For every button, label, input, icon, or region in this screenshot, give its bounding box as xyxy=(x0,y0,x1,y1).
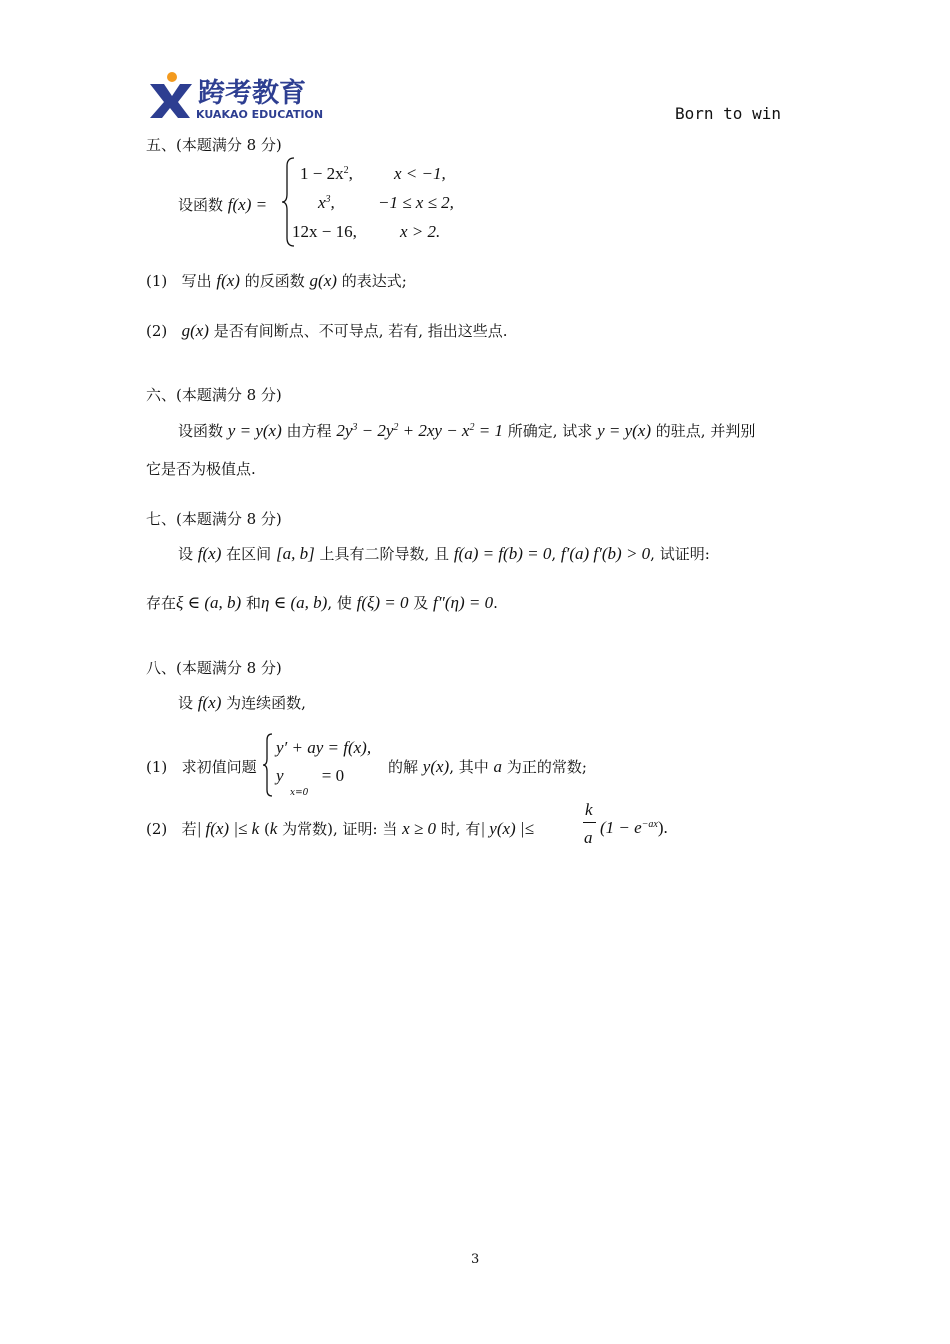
q7-text-g: , 使 xyxy=(327,594,352,612)
q8-frac-bar xyxy=(583,822,596,823)
q5-part2-g: g(x) xyxy=(181,321,209,340)
q7-text-b: 在区间 xyxy=(226,545,272,563)
q8-part1-label xyxy=(146,756,257,777)
logo-mark-icon xyxy=(146,68,330,122)
q6-line2: 它是否为极值点. xyxy=(146,460,256,478)
q7-line2 xyxy=(146,592,498,613)
q6-text-b: 由方程 xyxy=(286,422,332,440)
q8-part2-text-b: ( xyxy=(263,820,270,838)
q8-part2 xyxy=(146,818,534,839)
q6-eq-exp1: 3 xyxy=(352,422,358,433)
q8-exp: −ax xyxy=(641,819,658,830)
q6-eq-exp3: 2 xyxy=(469,422,475,433)
q6-eq-term3: + 2xy − x xyxy=(398,421,470,440)
q8-brace-icon xyxy=(262,732,274,798)
q5-part1 xyxy=(146,270,407,291)
q8-frac-num: k xyxy=(585,800,593,819)
q6-text-a: 设函数 xyxy=(178,422,224,440)
q6-eq-term1: 2y xyxy=(336,421,353,440)
q5-part2-text: 是否有间断点、不可导点, 若有, 指出这些点. xyxy=(213,322,508,340)
q5-part2-num: (2) xyxy=(146,322,168,340)
q5-case1-expr xyxy=(300,164,353,184)
q5-case1-cond: x < −1, xyxy=(394,164,446,183)
q8-heading: 八、(本题满分 8 分) xyxy=(146,659,282,677)
q5-case2-expr xyxy=(318,193,335,213)
q7-cond1: f(a) = f(b) = 0 xyxy=(453,544,552,563)
q8-part2-text-c: 为常数), 证明: 当 xyxy=(282,820,398,838)
q8-part2-cond: x ≥ 0 xyxy=(402,819,437,838)
kuakao-logo xyxy=(146,68,330,122)
q8-part2-k: k xyxy=(269,819,278,838)
q5-intro-text: 设函数 xyxy=(178,196,224,214)
q5-case1-base: 1 − 2x xyxy=(300,164,344,183)
q8-part2-num: (2) xyxy=(146,820,168,838)
q6-eq-rhs: = 1 xyxy=(474,421,503,440)
q5-part1-text-c: 的表达式; xyxy=(341,272,407,290)
q5-case3-cond: x > 2. xyxy=(400,222,441,241)
q8-part2-abs: | f(x) |≤ k xyxy=(196,819,260,838)
q7-line1 xyxy=(178,543,710,564)
q7-heading: 七、(本题满分 8 分) xyxy=(146,510,282,528)
q7-cond2: f′(a) f′(b) > 0 xyxy=(560,544,651,563)
q8-period: . xyxy=(663,818,668,837)
logo-chinese-text: 跨考教育 xyxy=(198,78,306,109)
q5-part1-num: (1) xyxy=(146,272,168,290)
q7-eta: η ∈ (a, b) xyxy=(261,593,328,612)
q8-part1-y: y(x) xyxy=(422,757,450,776)
q5-case2-cond: −1 ≤ x ≤ 2, xyxy=(378,193,454,212)
logo-english-text: KUAKAO EDUCATION xyxy=(196,108,324,121)
q7-period: . xyxy=(493,594,498,612)
q7-text-e: 存在 xyxy=(146,594,177,612)
q6-y-func-2: y = y(x) xyxy=(597,421,652,440)
q8-ode2-subscript: x=0 xyxy=(290,788,309,798)
q8-frac-den: a xyxy=(584,828,593,847)
q8-part1-num: (1) xyxy=(146,758,168,776)
q7-comma: , xyxy=(551,545,557,563)
q8-close: ) xyxy=(657,818,664,837)
q5-case2-tail: , xyxy=(330,193,335,212)
q8-part1-a-var: a xyxy=(493,757,503,776)
q8-part2-text-a: 若 xyxy=(181,820,197,838)
q5-part1-text-a: 写出 xyxy=(181,272,212,290)
q8-part1-text-a: 求初值问题 xyxy=(181,758,257,776)
q7-text-d: , 试证明: xyxy=(650,545,710,563)
q8-f: f(x) xyxy=(197,693,222,712)
q6-eq-term2: − 2y xyxy=(357,421,394,440)
q7-text-h: 及 xyxy=(413,594,429,612)
q5-case1-tail: , xyxy=(348,164,353,183)
q5-case2-exp: 3 xyxy=(325,194,331,205)
q8-part2-text-d: 时, 有 xyxy=(440,820,481,838)
q8-paren: (1 − e xyxy=(600,818,642,837)
q5-heading: 五、(本题满分 8 分) xyxy=(146,136,282,154)
page-number: 3 xyxy=(471,1252,480,1267)
q5-part1-g: g(x) xyxy=(309,271,337,290)
q8-ode2-rhs: = 0 xyxy=(321,766,345,785)
q7-text-a: 设 xyxy=(178,545,194,563)
q5-f-lhs: f(x) = xyxy=(227,195,268,214)
q8-part2-abs2: | y(x) |≤ xyxy=(480,819,534,838)
q8-ode2-y: y xyxy=(276,766,284,785)
q7-text-c: 上具有二阶导数, 且 xyxy=(319,545,450,563)
q7-xi: ξ ∈ (a, b) xyxy=(176,593,242,612)
q8-ode-line2 xyxy=(276,766,344,786)
q5-part1-f: f(x) xyxy=(216,271,240,290)
q7-text-f: 和 xyxy=(245,594,261,612)
q6-line1 xyxy=(178,420,755,441)
q6-y-func: y = y(x) xyxy=(227,421,282,440)
tagline: Born to win xyxy=(675,104,781,123)
q7-f: f(x) xyxy=(197,544,222,563)
q8-part1-text-d: 为正的常数; xyxy=(506,758,587,776)
q5-part1-text-b: 的反函数 xyxy=(244,272,305,290)
q8-exp-expr xyxy=(600,818,668,838)
q8-text-b: 为连续函数, xyxy=(226,694,306,712)
q6-text-d: 的驻点, 并判别 xyxy=(655,422,756,440)
q8-intro xyxy=(178,692,306,713)
q8-part1-rest xyxy=(388,756,587,777)
q7-interval: [a, b] xyxy=(275,544,315,563)
q8-text-a: 设 xyxy=(178,694,194,712)
q5-case2-base: x xyxy=(318,193,326,212)
q7-concl2: f″(η) = 0 xyxy=(433,593,494,612)
q6-equation xyxy=(336,421,503,440)
q5-case3-expr: 12x − 16, xyxy=(292,222,357,241)
q6-heading: 六、(本题满分 8 分) xyxy=(146,386,282,404)
q6-eq-exp2: 2 xyxy=(393,422,399,433)
q5-intro xyxy=(178,194,267,215)
q5-part2 xyxy=(146,320,508,341)
q7-concl1: f(ξ) = 0 xyxy=(356,593,409,612)
q8-ode-line1: y′ + ay = f(x), xyxy=(276,738,372,757)
q8-part1-text-b: 的解 xyxy=(388,758,419,776)
q8-part1-text-c: , 其中 xyxy=(449,758,489,776)
q5-case1-exp: 2 xyxy=(343,165,349,176)
q6-text-c: 所确定, 试求 xyxy=(507,422,593,440)
